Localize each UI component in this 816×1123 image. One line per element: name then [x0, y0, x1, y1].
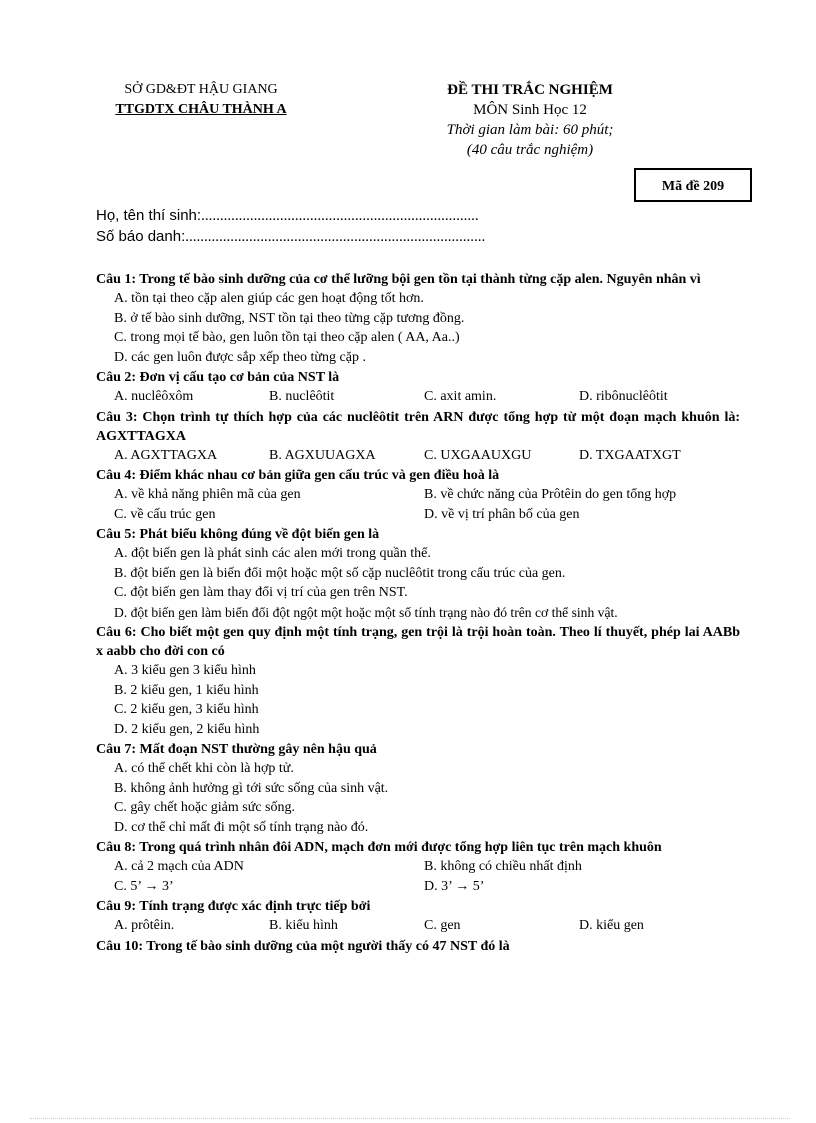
exam-header	[400, 80, 660, 160]
option-b: B. AGXUUAGXA	[269, 447, 376, 463]
question-list	[96, 270, 740, 957]
question-4	[96, 466, 740, 524]
question-6	[96, 623, 740, 739]
exam-title: ĐỀ THI TRẮC NGHIỆM	[447, 82, 613, 98]
question-3	[96, 408, 740, 466]
student-id-label: Số báo danh:	[96, 228, 186, 245]
question-10	[96, 937, 740, 956]
option-c: C. gây chết hoặc giảm sức sống.	[114, 800, 295, 815]
question-stem: Câu 6: Cho biết một gen quy định một tính trạng, gen trội là trội hoàn toàn. Theo lí thuyết, phép lai AABb x aabb cho đời con có	[96, 625, 740, 659]
option-b: B. kiểu hình	[269, 918, 338, 933]
exam-time: Thời gian làm bài: 60 phút;	[446, 122, 614, 138]
department-name: SỞ GD&ĐT HẬU GIANG	[124, 82, 278, 97]
option-b: B. về chức năng của Prôtêin do gen tổng hợp	[424, 487, 677, 502]
option-d: D. TXGAATXGT	[579, 447, 681, 463]
options-row	[96, 877, 740, 897]
option-d: D. các gen luôn được sắp xếp theo từng cặp .	[114, 349, 366, 365]
question-5	[96, 525, 740, 622]
option-b: B. không có chiều nhất định	[424, 859, 582, 874]
option-c: C. 2 kiểu gen, 3 kiểu hình	[114, 702, 259, 717]
student-name-blank: ..........................................................................	[201, 208, 479, 224]
option-a: A. về khả năng phiên mã của gen	[114, 487, 301, 502]
option-d: D. kiểu gen	[579, 918, 644, 933]
option-b: B. ở tế bào sinh dưỡng, NST tồn tại theo từng cặp tương đồng.	[114, 310, 465, 326]
option-b: B. 2 kiểu gen, 1 kiểu hình	[114, 682, 259, 698]
question-stem: Câu 5: Phát biểu không đúng về đột biến gen là	[96, 527, 380, 542]
options-row	[96, 857, 740, 877]
options-row	[96, 505, 740, 525]
question-stem: Câu 3: Chọn trình tự thích hợp của các nuclêôtit trên ARN được tổng hợp từ một đoạn mạch khuôn là: AGXTTAGXA	[96, 409, 740, 444]
student-id-line[interactable]	[96, 227, 485, 247]
option-a: A. 3 kiểu gen 3 kiểu hình	[114, 663, 256, 678]
center-name: TTGDTX CHÂU THÀNH A	[115, 102, 287, 117]
options-row	[96, 485, 740, 505]
option-c: C. 5’ → 3’	[114, 878, 174, 894]
options-row	[96, 916, 740, 936]
option-a: A. nuclêôxôm	[114, 389, 194, 404]
student-name-label: Họ, tên thí sinh:	[96, 207, 202, 224]
question-stem: Câu 4: Điểm khác nhau cơ bản giữa gen cấu trúc và gen điều hoà là	[96, 468, 500, 483]
question-stem: Câu 7: Mất đoạn NST thường gây nên hậu quả	[96, 742, 377, 757]
option-d: D. ribônuclêôtit	[579, 389, 668, 404]
option-c: C. axit amin.	[424, 389, 497, 404]
page-bottom-rule	[30, 1118, 790, 1119]
option-c: C. về cấu trúc gen	[114, 506, 216, 522]
option-b: B. đột biến gen là biến đổi một hoặc một số cặp nuclêôtit trong cấu trúc của gen.	[114, 565, 566, 581]
question-stem: Câu 10: Trong tế bào sinh dưỡng của một người thấy có 47 NST đó là	[96, 938, 510, 954]
option-d: D. 3’ → 5’	[424, 878, 485, 894]
student-id-blank: ................................................................................	[185, 229, 486, 245]
option-a: A. tồn tại theo cặp alen giúp các gen hoạt động tốt hơn.	[114, 291, 424, 306]
option-c: C. gen	[424, 918, 461, 933]
student-name-line[interactable]	[96, 206, 479, 226]
option-a: A. prôtêin.	[114, 918, 175, 933]
exam-subject: MÔN Sinh Học 12	[473, 102, 587, 118]
option-a: A. cả 2 mạch của ADN	[114, 859, 244, 874]
question-stem: Câu 2: Đơn vị cấu tạo cơ bản của NST là	[96, 370, 340, 385]
option-d: D. cơ thể chỉ mất đi một số tính trạng nào đó.	[114, 819, 369, 835]
option-a: A. có thể chết khi còn là hợp tử.	[114, 761, 294, 776]
option-d: D. đột biến gen làm biến đổi đột ngột một hoặc một số tính trạng nào đó trên cơ thể sinh vật.	[114, 604, 618, 620]
question-stem: Câu 8: Trong quá trình nhân đôi ADN, mạch đơn mới được tổng hợp liên tục trên mạch khuôn	[96, 840, 662, 855]
school-header	[96, 80, 306, 120]
option-d: D. về vị trí phân bố của gen	[424, 506, 580, 522]
option-a: A. AGXTTAGXA	[114, 447, 218, 463]
question-7	[96, 740, 740, 837]
option-c: C. trong mọi tế bào, gen luôn tồn tại theo cặp alen ( AA, Aa..)	[114, 330, 460, 345]
options-row	[96, 387, 740, 407]
option-c: C. đột biến gen làm thay đổi vị trí của gen trên NST.	[114, 585, 408, 600]
option-b: B. nuclêôtit	[269, 389, 335, 404]
question-1	[96, 270, 740, 367]
option-c: C. UXGAAUXGU	[424, 447, 532, 463]
option-a: A. đột biến gen là phát sinh các alen mới trong quần thể.	[114, 546, 431, 561]
exam-code-box: Mã đề 209	[634, 168, 752, 202]
question-2	[96, 368, 740, 407]
question-stem: Câu 9: Tính trạng được xác định trực tiếp bởi	[96, 899, 371, 914]
option-b: B. không ảnh hưởng gì tới sức sống của sinh vật.	[114, 780, 389, 796]
question-count: (40 câu trắc nghiệm)	[466, 142, 594, 158]
options-row	[96, 446, 740, 466]
option-d: D. 2 kiểu gen, 2 kiểu hình	[114, 721, 260, 737]
question-8	[96, 838, 740, 896]
question-9	[96, 897, 740, 936]
question-stem: Câu 1: Trong tế bào sinh dưỡng của cơ thể lưỡng bội gen tồn tại thành từng cặp alen. Nguyên nhân vì	[96, 272, 701, 287]
